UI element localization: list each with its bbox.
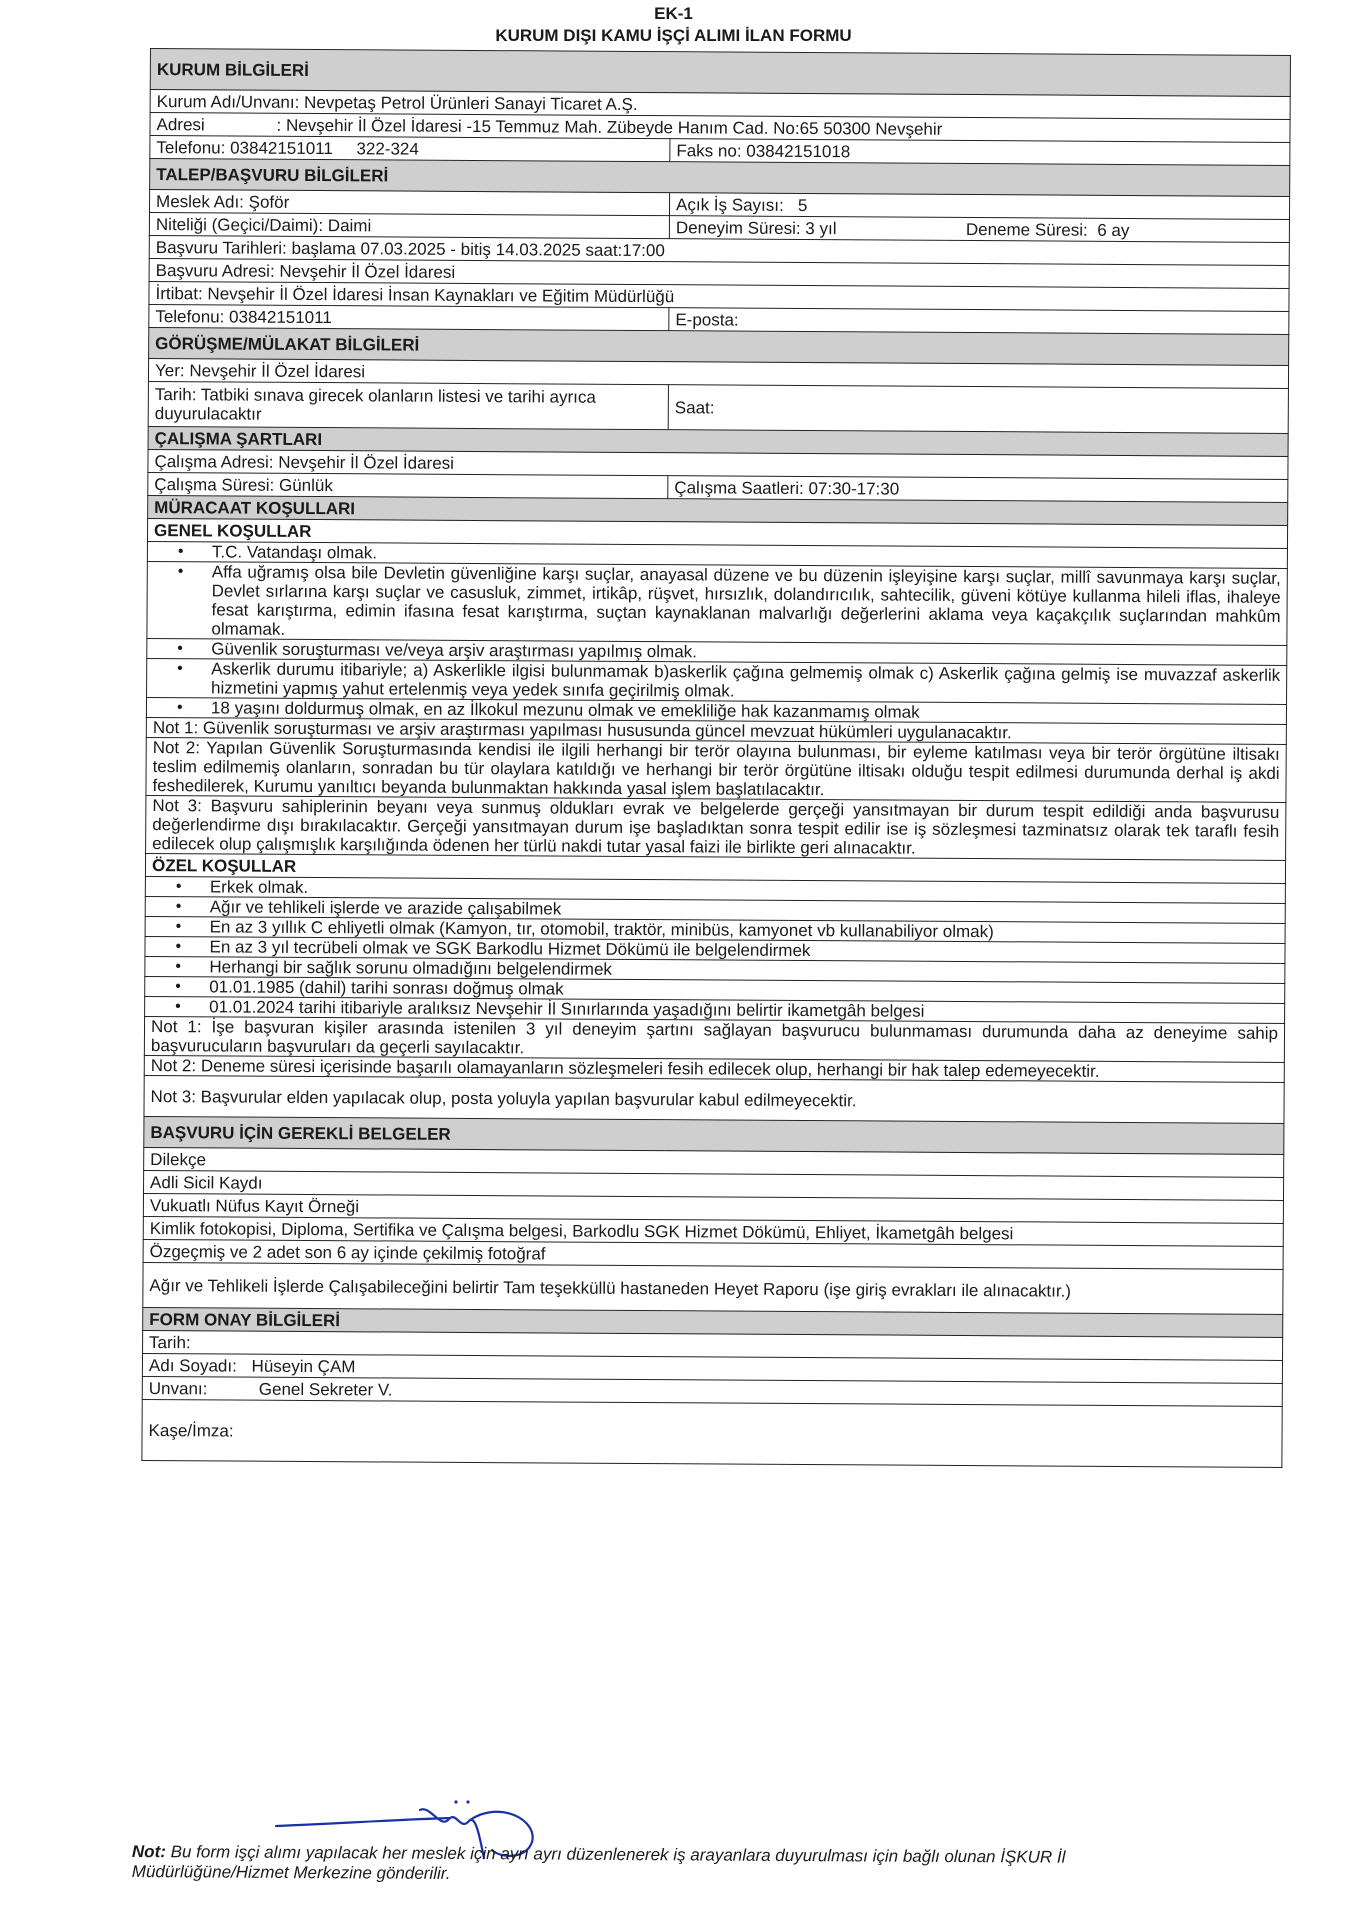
general-condition-item: • Askerlik durumu itibariyle; a) Askerlikle ilgisi bulunmamak b)askerlik çağına gelmemiş olmak c) Askerlik çağına gelmiş ise muvazzaf askerlik hizmetini yapmış yahut ertelenmiş veya yedek sınıfa geçirilmiş olmak. <box>147 658 1287 704</box>
section-institution: KURUM BİLGİLERİ <box>150 49 1290 97</box>
interview-time: Saat: <box>668 385 1288 434</box>
special-conditions-title: ÖZEL KOŞULLAR <box>145 853 1285 883</box>
employment-type: Niteliği (Geçici/Daimi): Daimi <box>149 212 669 238</box>
work-address: Çalışma Adresi: Nevşehir İl Özel İdaresi <box>148 449 1288 479</box>
contact-phone: Telefonu: 03842151011 <box>149 304 669 330</box>
address-value: : Nevşehir İl Özel İdaresi -15 Temmuz Mah. Zübeyde Hanım Cad. No:65 50300 Nevşehir <box>276 115 943 139</box>
probation-period: Deneme Süresi: 6 ay <box>965 219 1130 240</box>
application-dates: Başvuru Tarihleri: başlama 07.03.2025 - bitiş 14.03.2025 saat:17:00 <box>149 235 1289 265</box>
special-note-3: Not 3: Başvurular elden yapılacak olup, posta yoluyla yapılan başvurular kabul edilmeyecektir. <box>144 1075 1284 1123</box>
general-condition-item: • T.C. Vatandaşı olmak. <box>147 541 1287 568</box>
footnote-text: Bu form işçi alımı yapılacak her meslek için ayrı ayrı düzenlenerek iş arayanlara duyurulması için bağlı olunan İŞKUR İl Müdürlüğüne/Hizmet Merkezine gönderilir. <box>131 1842 1066 1883</box>
special-condition-item: • 01.01.1985 (dahil) tarihi sonrası doğmuş olmak <box>145 976 1285 1003</box>
stamp-signature-row: Kaşe/İmza: <box>142 1399 1282 1467</box>
document-item: Dilekçe <box>144 1147 1284 1177</box>
general-note-2: Not 2: Yapılan Güvenlik Soruşturmasında kendisi ile ilgili herhangi bir terör olayına bulunması, bir eyleme katılması veya bir terör örgütüne iltisakı teslim edilmemiş olanların, sonradan bu tür olaylara katıldığı ve herhangi bir terör örgütüne iltisakı olduğu tespit edilmesi durumunda derhal iş akdi feshedilerek, Kurumu yanıltıcı beyanda bulunmaktan hakkında yasal işlem başlatılacaktır. <box>146 737 1286 802</box>
institution-fax: Faks no: 03842151018 <box>670 139 1290 166</box>
section-form-approval: FORM ONAY BİLGİLERİ <box>143 1307 1283 1337</box>
special-note-1: Not 1: İşe başvuran kişiler arasında istenilen 3 yıl deneyim şartını sağlayan başvurucu bulunmaması durumunda daha az deneyime sahip başvurucuların başvuruları da geçerli sayılacaktır. <box>144 1016 1284 1062</box>
experience-period: Deneyim Süresi: 3 yıl <box>675 217 837 238</box>
interview-place: Yer: Nevşehir İl Özel İdaresi <box>148 358 1288 388</box>
section-required-documents: BAŞVURU İÇİN GEREKLİ BELGELER <box>144 1116 1284 1154</box>
general-condition-item: • 18 yaşını doldurmuş olmak, en az İlkokul mezunu olmak ve emekliliğe hak kazanmamış olmak <box>146 697 1286 724</box>
section-request: TALEP/BAŞVURU BİLGİLERİ <box>150 159 1290 197</box>
general-conditions-title: GENEL KOŞULLAR <box>147 518 1287 548</box>
document-item: Adli Sicil Kaydı <box>144 1170 1284 1200</box>
contact-office: İrtibat: Nevşehir İl Özel İdaresi İnsan Kaynakları ve Eğitim Müdürlüğü <box>149 281 1289 311</box>
form-footnote <box>132 1842 1217 1889</box>
work-hours: Çalışma Saatleri: 07:30-17:30 <box>668 476 1288 503</box>
approver-name-value: Hüseyin ÇAM <box>251 1356 356 1376</box>
contact-email: E-posta: <box>669 308 1289 335</box>
special-condition-item: • Erkek olmak. <box>145 876 1285 903</box>
form-table <box>141 48 1291 1468</box>
special-condition-item: • Ağır ve tehlikeli işlerde ve arazide çalışabilmek <box>145 896 1285 923</box>
approval-date: Tarih: <box>143 1330 1283 1360</box>
interview-date: Tarih: Tatbiki sınava girecek olanların listesi ve tarihi ayrıca duyurulacaktır <box>148 381 668 429</box>
open-positions: Açık İş Sayısı: 5 <box>669 193 1289 220</box>
approver-title-value: Genel Sekreter V. <box>258 1379 393 1400</box>
occupation: Meslek Adı: Şoför <box>149 190 669 216</box>
general-condition-item: • Güvenlik soruşturması ve/veya arşiv araştırması yapılmış olmak. <box>147 638 1287 665</box>
footnote-label: Not: <box>131 1842 166 1862</box>
announcement-form <box>141 48 1290 1468</box>
annex-label: EK-1 <box>654 4 693 23</box>
special-condition-item: • En az 3 yıllık C ehliyetli olmak (Kamyon, tır, otomobil, traktör, minibüs, kamyonet vb kullanabiliyor olmak) <box>145 916 1285 943</box>
section-application-requirements: MÜRACAAT KOŞULLARI <box>148 495 1288 525</box>
general-note-1: Not 1: Güvenlik soruşturması ve arşiv araştırması yapılması hususunda güncel mevzuat hükümleri uygulanacaktır. <box>146 717 1286 744</box>
approver-title-label: Unvanı: <box>148 1378 208 1398</box>
general-condition-item: • Affa uğramış olsa bile Devletin güvenliğine karşı suçlar, anayasal düzene ve bu düzenin işleyişine karşı suçlar, millî savunmaya karşı suçlar, Devlet sırlarına karşı suçlar ve casusluk, zimmet, irtikâp, rüşvet, hırsızlık, dolandırıcılık, sahtecilik, güveni kötüye kullanma hileli iflas, ihaleye fesat karıştırma, edimin ifasına fesat karıştırma, suçtan kaynaklanan malvarlığı değerlerini aklama veya kaçakçılık suçlarından mahkûm olmamak. <box>147 561 1287 645</box>
special-condition-item: • En az 3 yıl tecrübeli olmak ve SGK Barkodlu Hizmet Dökümü ile belgelendirmek <box>145 936 1285 963</box>
special-condition-item: • Herhangi bir sağlık sorunu olmadığını belgelendirmek <box>145 956 1285 983</box>
document-item: Özgeçmiş ve 2 adet son 6 ay içinde çekilmiş fotoğraf <box>143 1239 1283 1269</box>
document-item: Vukuatlı Nüfus Kayıt Örneği <box>143 1193 1283 1223</box>
document-item: Kimlik fotokopisi, Diploma, Sertifika ve Çalışma belgesi, Barkodlu SGK Hizmet Dökümü, Ehliyet, İkametgâh belgesi <box>143 1216 1283 1246</box>
institution-phone: Telefonu: 03842151011 322-324 <box>150 136 670 162</box>
document-item: Ağır ve Tehlikeli İşlerde Çalışabileceğini belirtir Tam teşekküllü hastaneden Heyet Raporu (işe giriş evrakları ile alınacaktır.) <box>143 1262 1283 1314</box>
work-duration: Çalışma Süresi: Günlük <box>148 472 668 498</box>
section-interview: GÖRÜŞME/MÜLAKAT BİLGİLERİ <box>149 327 1289 365</box>
general-note-3: Not 3: Başvuru sahiplerinin beyanı veya sunmuş oldukları evrak ve belgelerde gerçeği yansıtmayan bir durum tespit edildiği anda başvurusu değerlendirme dışı bırakılacaktır. Gerçeği yansıtmayan durum işe başladıktan sonra tespit edilir ise iş sözleşmesi tazminatsız olarak tek taraflı fesih edilecek olup çalışmışlık karşılığında ödenen her türlü nakdi tutar yasal faizi ile birlikte geri alınacaktır. <box>146 795 1286 860</box>
address-label: Adresi <box>156 114 205 134</box>
approver-name-label: Adı Soyadı: <box>148 1355 237 1376</box>
form-title: KURUM DIŞI KAMU İŞÇİ ALIMI İLAN FORMU <box>495 26 852 45</box>
application-address: Başvuru Adresi: Nevşehir İl Özel İdaresi <box>149 258 1289 288</box>
section-working-conditions: ÇALIŞMA ŞARTLARI <box>148 426 1288 456</box>
special-condition-item: • 01.01.2024 tarihi itibariyle aralıksız Nevşehir İl Sınırlarında yaşadığını belirtir ikametgâh belgesi <box>145 996 1285 1023</box>
institution-name: Kurum Adı/Unvanı: Nevpetaş Petrol Ürünleri Sanayi Ticaret A.Ş. <box>150 90 1290 120</box>
special-note-2: Not 2: Deneme süresi içerisinde başarılı olamayanların sözleşmeleri fesih edilecek olup, herhangi bir hak talep edemeyecektir. <box>144 1055 1284 1082</box>
